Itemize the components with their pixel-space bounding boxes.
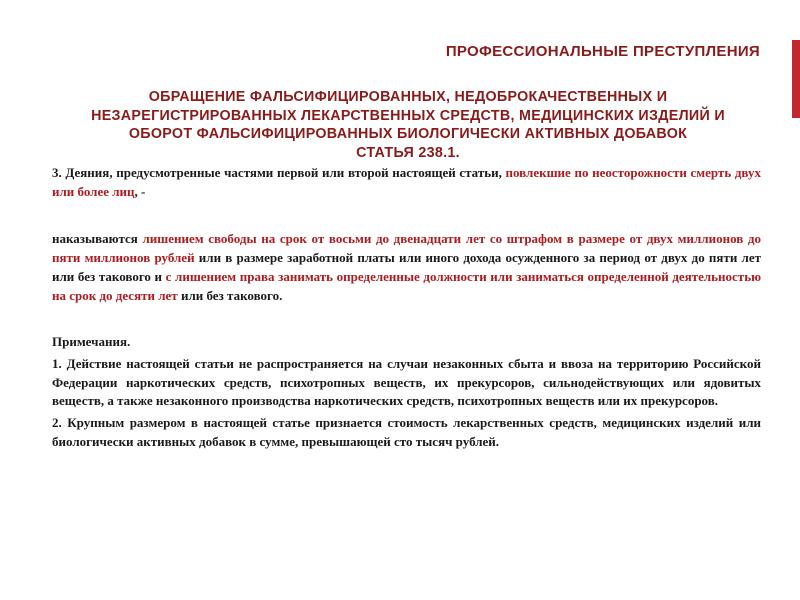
emphasis-text: повлекшие по неосторожности смерть двух или более лиц bbox=[52, 165, 761, 199]
note-2: 2. Крупным размером в настоящей статье признается стоимость лекарственных средств, медицинских изделий или биологически активных добавок в сумме, превышающей сто тысяч рублей. bbox=[52, 415, 761, 449]
notes-title: Примечания. bbox=[52, 334, 131, 350]
article-body bbox=[52, 164, 761, 451]
heading-line: ОБРАЩЕНИЕ ФАЛЬСИФИЦИРОВАННЫХ, НЕДОБРОКАЧЕСТВЕННЫХ И bbox=[148, 89, 668, 105]
accent-bar bbox=[792, 40, 800, 118]
paragraph-punishment bbox=[52, 230, 761, 305]
emphasis-text: с лишением права занимать определенные должности или заниматься определенной деятельностью на срок до десяти лет bbox=[52, 268, 761, 303]
heading-line: НЕЗАРЕГИСТРИРОВАННЫХ ЛЕКАРСТВЕННЫХ СРЕДСТВ, МЕДИЦИНСКИХ ИЗДЕЛИЙ И bbox=[91, 107, 725, 124]
paragraph-text: или в размере заработной платы или иного дохода осужденного за период от двух до пяти лет или без такового и bbox=[52, 250, 761, 284]
article-heading bbox=[58, 88, 758, 162]
paragraph-text: , - bbox=[134, 183, 146, 199]
emphasis-text: лишением свободы на срок от восьми до двенадцати лет со штрафом в размере от двух миллионов до пяти миллионов рублей bbox=[52, 231, 761, 266]
note-1: 1. Действие настоящей статьи не распространяется на случаи незаконных сбыта и ввоза на территорию Российской Федерации наркотических средств, психотропных веществ, их прекурсоров, сильнодействующих или ядовитых веществ, а также незаконного производства наркотических средств, психотропных веществ или их прекурсоров. bbox=[52, 355, 761, 409]
slide-title: ПРОФЕССИОНАЛЬНЫЕ ПРЕСТУПЛЕНИЯ bbox=[445, 43, 760, 60]
paragraph-text: наказываются bbox=[52, 231, 138, 247]
paragraph-part-3 bbox=[52, 164, 761, 201]
heading-line: ОБОРОТ ФАЛЬСИФИЦИРОВАННЫХ БИОЛОГИЧЕСКИ АКТИВНЫХ ДОБАВОК bbox=[128, 126, 688, 142]
article-number: СТАТЬЯ 238.1. bbox=[356, 144, 460, 161]
paragraph-text: или без такового. bbox=[177, 287, 283, 303]
paragraph-text: 3. Деяния, предусмотренные частями первой или второй настоящей статьи, bbox=[52, 165, 502, 180]
